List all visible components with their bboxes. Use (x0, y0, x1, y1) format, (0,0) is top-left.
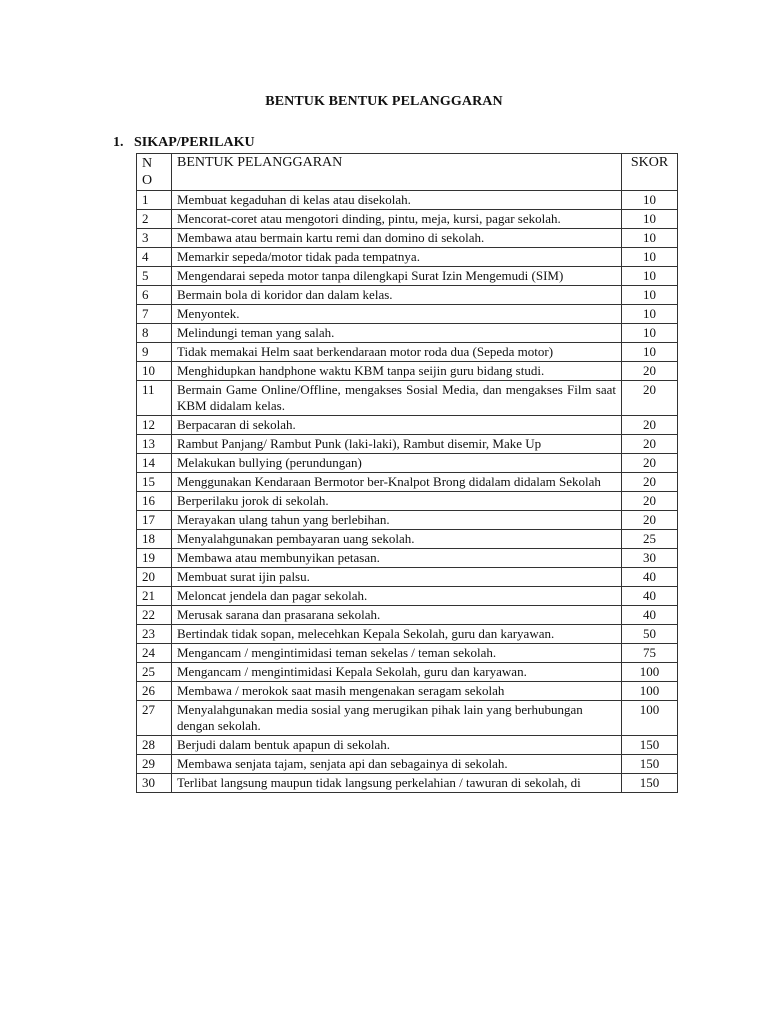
row-score: 40 (622, 606, 678, 625)
header-description: BENTUK PELANGGARAN (172, 154, 622, 191)
row-description-text: Bermain bola di koridor dan dalam kelas. (177, 287, 393, 302)
table-row (137, 511, 678, 530)
table-row (137, 663, 678, 682)
row-description-text-continued: dengan sekolah. (177, 718, 261, 733)
row-score: 50 (622, 625, 678, 644)
section-heading (113, 135, 255, 151)
row-number: 4 (137, 248, 172, 267)
row-score: 10 (622, 229, 678, 248)
row-description-text: Merusak sarana dan prasarana sekolah. (177, 607, 381, 622)
row-number: 2 (137, 210, 172, 229)
row-number: 23 (137, 625, 172, 644)
row-description (172, 644, 622, 663)
row-description-text: Berperilaku jorok di sekolah. (177, 493, 329, 508)
row-number: 14 (137, 454, 172, 473)
table-row (137, 644, 678, 663)
row-description-text: Membawa atau membunyikan petasan. (177, 550, 380, 565)
row-score: 10 (622, 267, 678, 286)
row-score: 20 (622, 435, 678, 454)
row-description (172, 362, 622, 381)
row-description (172, 473, 622, 492)
row-description (172, 210, 622, 229)
table-row (137, 324, 678, 343)
row-description (172, 191, 622, 210)
table-row (137, 454, 678, 473)
row-description-text: Bermain Game Online/Offline, mengakses Sosial Media, dan mengakses Film saat KBM didalam kelas. (177, 382, 616, 413)
table-row (137, 530, 678, 549)
table-row (137, 435, 678, 454)
row-score: 20 (622, 381, 678, 416)
row-description (172, 305, 622, 324)
row-description (172, 454, 622, 473)
row-number: 30 (137, 774, 172, 793)
table-row (137, 492, 678, 511)
row-score: 20 (622, 362, 678, 381)
row-description-text: Menggunakan Kendaraan Bermotor ber-Knalpot Brong didalam didalam Sekolah (177, 474, 601, 489)
table-row (137, 625, 678, 644)
row-score: 150 (622, 755, 678, 774)
row-description-text: Membuat surat ijin palsu. (177, 569, 310, 584)
table-row (137, 473, 678, 492)
row-description (172, 606, 622, 625)
row-description (172, 663, 622, 682)
row-description-text: Merayakan ulang tahun yang berlebihan. (177, 512, 390, 527)
table-row (137, 286, 678, 305)
table-row (137, 568, 678, 587)
row-description (172, 701, 622, 736)
row-description-text: Melindungi teman yang salah. (177, 325, 335, 340)
table-row (137, 267, 678, 286)
row-number: 25 (137, 663, 172, 682)
row-number: 9 (137, 343, 172, 362)
row-score: 10 (622, 324, 678, 343)
table-row (137, 229, 678, 248)
row-number: 16 (137, 492, 172, 511)
row-description (172, 229, 622, 248)
row-description-text: Melakukan bullying (perundungan) (177, 455, 362, 470)
row-description (172, 248, 622, 267)
header-no-line2: O (142, 173, 153, 188)
row-description-text: Terlibat langsung maupun tidak langsung perkelahian / tawuran di sekolah, di (177, 775, 581, 790)
table-row (137, 343, 678, 362)
violations-table (136, 153, 678, 793)
row-number: 26 (137, 682, 172, 701)
table-row (137, 606, 678, 625)
row-description (172, 587, 622, 606)
row-score: 20 (622, 492, 678, 511)
row-description-text: Mengancam / mengintimidasi teman sekelas / teman sekolah. (177, 645, 497, 660)
row-number: 3 (137, 229, 172, 248)
row-number: 15 (137, 473, 172, 492)
header-score: SKOR (622, 154, 678, 191)
row-description (172, 530, 622, 549)
row-description-text: Bertindak tidak sopan, melecehkan Kepala Sekolah, guru dan karyawan. (177, 626, 555, 641)
row-description-text: Membawa / merokok saat masih mengenakan seragam sekolah (177, 683, 505, 698)
table-row (137, 248, 678, 267)
row-description-text: Membawa senjata tajam, senjata api dan sebagainya di sekolah. (177, 756, 508, 771)
row-number: 17 (137, 511, 172, 530)
row-description-text: Membawa atau bermain kartu remi dan domino di sekolah. (177, 230, 485, 245)
table-row (137, 736, 678, 755)
row-description-text: Menyontek. (177, 306, 240, 321)
row-number: 8 (137, 324, 172, 343)
row-score: 40 (622, 568, 678, 587)
row-number: 11 (137, 381, 172, 416)
row-number: 5 (137, 267, 172, 286)
row-number: 22 (137, 606, 172, 625)
row-score: 100 (622, 682, 678, 701)
row-score: 10 (622, 191, 678, 210)
row-score: 20 (622, 416, 678, 435)
row-number: 18 (137, 530, 172, 549)
row-description-text: Menyalahgunakan media sosial yang merugikan pihak lain yang berhubungan (177, 702, 583, 717)
row-description-text: Rambut Panjang/ Rambut Punk (laki-laki), Rambut disemir, Make Up (177, 436, 542, 451)
row-description (172, 435, 622, 454)
row-description (172, 549, 622, 568)
row-description (172, 286, 622, 305)
row-score: 150 (622, 736, 678, 755)
row-number: 28 (137, 736, 172, 755)
row-description-text: Memarkir sepeda/motor tidak pada tempatnya. (177, 249, 420, 264)
row-number: 29 (137, 755, 172, 774)
row-description (172, 381, 622, 416)
row-number: 19 (137, 549, 172, 568)
row-number: 7 (137, 305, 172, 324)
table-row (137, 682, 678, 701)
row-description (172, 416, 622, 435)
row-description-text: Mengancam / mengintimidasi Kepala Sekolah, guru dan karyawan. (177, 664, 527, 679)
row-number: 1 (137, 191, 172, 210)
row-score: 10 (622, 343, 678, 362)
table-body (137, 191, 678, 793)
header-no-line1: N (142, 156, 153, 171)
row-score: 20 (622, 473, 678, 492)
row-score: 10 (622, 305, 678, 324)
table-row (137, 381, 678, 416)
row-description (172, 755, 622, 774)
row-description (172, 736, 622, 755)
row-score: 25 (622, 530, 678, 549)
row-description-text: Menghidupkan handphone waktu KBM tanpa seijin guru bidang studi. (177, 363, 545, 378)
table-row (137, 362, 678, 381)
row-description-text: Meloncat jendela dan pagar sekolah. (177, 588, 368, 603)
row-description-text: Mencorat-coret atau mengotori dinding, pintu, meja, kursi, pagar sekolah. (177, 211, 561, 226)
table-header-row (137, 154, 678, 191)
row-description-text: Berpacaran di sekolah. (177, 417, 296, 432)
table-row (137, 587, 678, 606)
row-number: 6 (137, 286, 172, 305)
table-row (137, 755, 678, 774)
row-description (172, 492, 622, 511)
row-number: 13 (137, 435, 172, 454)
row-score: 40 (622, 587, 678, 606)
document-title: BENTUK BENTUK PELANGGARAN (265, 94, 503, 109)
row-description-text: Membuat kegaduhan di kelas atau disekolah. (177, 192, 411, 207)
table-row (137, 549, 678, 568)
row-score: 150 (622, 774, 678, 793)
row-score: 100 (622, 701, 678, 736)
row-number: 27 (137, 701, 172, 736)
row-score: 10 (622, 286, 678, 305)
row-description (172, 774, 622, 793)
row-description-text: Mengendarai sepeda motor tanpa dilengkapi Surat Izin Mengemudi (SIM) (177, 268, 564, 283)
row-score: 10 (622, 248, 678, 267)
row-score: 20 (622, 454, 678, 473)
row-score: 20 (622, 511, 678, 530)
row-description (172, 511, 622, 530)
table-row (137, 305, 678, 324)
row-score: 75 (622, 644, 678, 663)
table-row (137, 210, 678, 229)
row-description-text: Tidak memakai Helm saat berkendaraan motor roda dua (Sepeda motor) (177, 344, 554, 359)
row-number: 21 (137, 587, 172, 606)
row-score: 100 (622, 663, 678, 682)
table-row (137, 701, 678, 736)
row-description-text: Menyalahgunakan pembayaran uang sekolah. (177, 531, 415, 546)
row-description (172, 324, 622, 343)
row-number: 12 (137, 416, 172, 435)
row-number: 24 (137, 644, 172, 663)
section-title: SIKAP/PERILAKU (134, 135, 255, 150)
row-number: 20 (137, 568, 172, 587)
row-score: 10 (622, 210, 678, 229)
row-score: 30 (622, 549, 678, 568)
table-row (137, 416, 678, 435)
row-description (172, 343, 622, 362)
row-description (172, 267, 622, 286)
row-description (172, 625, 622, 644)
row-description-text: Berjudi dalam bentuk apapun di sekolah. (177, 737, 391, 752)
section-number: 1. (113, 135, 124, 150)
row-description (172, 682, 622, 701)
row-number: 10 (137, 362, 172, 381)
row-description (172, 568, 622, 587)
table-row (137, 774, 678, 793)
table-row (137, 191, 678, 210)
header-no (137, 154, 172, 191)
